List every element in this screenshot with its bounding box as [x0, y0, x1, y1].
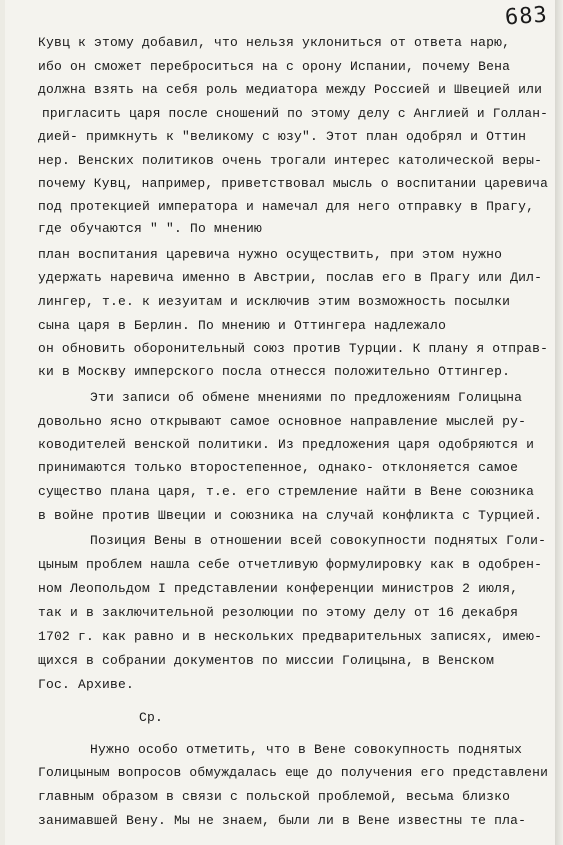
- text-line: план воспитания царевича нужно осуществить, при этом нужно: [38, 247, 503, 262]
- text-line: лингер, т.е. к иезуитам и исключив этим возможность посылки: [38, 294, 511, 309]
- text-line: существо плана царя, т.е. его стремление найти в Вене союзника: [38, 484, 535, 499]
- text-line: Ср.: [139, 710, 164, 725]
- text-line: ководителей венской политики. Из предложения царя одобряются и: [38, 437, 535, 452]
- text-line: должна взять на себя роль медиатора между Россией и Швецией или: [38, 82, 543, 97]
- text-line: щихся в собрании документов по миссии Голицына, в Венском: [38, 653, 495, 668]
- text-line: сына царя в Берлин. По мнению и Оттингера надлежало: [38, 318, 447, 333]
- text-line: пригласить царя после сношений по этому делу с Англией и Голлан-: [42, 106, 549, 121]
- text-line: так и в заключительной резолюции по этому делу от 16 декабря: [38, 605, 519, 620]
- text-line: Эти записи об обмене мнениями по предложениям Голицына: [90, 390, 523, 405]
- text-line: ном Леопольдом I представлении конференции министров 2 июля,: [38, 581, 519, 596]
- page-edge-shadow: [555, 0, 563, 845]
- text-line: главным образом в связи с польской проблемой, весьма близко: [38, 789, 511, 804]
- text-line: ибо он сможет переброситься на с орону Испании, почему Вена: [38, 59, 511, 74]
- text-line: Гос. Архиве.: [38, 677, 135, 692]
- text-line: Голицыным вопросов обмуждалась еще до получения его представлени: [38, 765, 549, 780]
- text-line: где обучаются " ". По мнению: [38, 221, 263, 236]
- text-line: удержать наревича именно в Австрии, послав его в Прагу или Дил-: [38, 270, 543, 285]
- text-line: Позиция Вены в отношении всей совокупности поднятых Голи-: [90, 533, 547, 548]
- text-line: нер. Венских политиков очень трогали интерес католической веры-: [38, 153, 543, 168]
- text-line: он обновить оборонительный союз против Турции. К плану я отправ-: [38, 341, 549, 356]
- text-line: цыным проблем нашла себе отчетливую формулировку как в одобрен-: [38, 557, 543, 572]
- text-line: Нужно особо отметить, что в Вене совокупность поднятых: [90, 742, 523, 757]
- text-line: ки в Москву имперского посла отнесся положительно Оттингер.: [38, 364, 511, 379]
- text-line: принимаются только второстепенное, однако- отклоняется самое: [38, 460, 519, 475]
- text-line: Кувц к этому добавил, что нельзя уклониться от ответа нарю,: [38, 35, 511, 50]
- text-line: занимавшей Вену. Мы не знаем, были ли в Вене известны те пла-: [38, 813, 527, 828]
- text-line: в войне против Швеции и союзника на случай конфликта с Турцией.: [38, 508, 543, 523]
- text-line: довольно ясно открывают самое основное направление мыслей ру-: [38, 414, 527, 429]
- text-line: почему Кувц, например, приветствовал мысль о воспитании царевича: [38, 176, 549, 191]
- text-line: дией- примкнуть к "великому с юзу". Этот план одобрял и Оттин: [38, 129, 527, 144]
- text-line: 1702 г. как равно и в нескольких предварительных записях, имею-: [38, 629, 543, 644]
- text-line: под протекцией императора и намечал для него отправку в Прагу,: [38, 199, 535, 214]
- page-number: 683: [504, 2, 549, 31]
